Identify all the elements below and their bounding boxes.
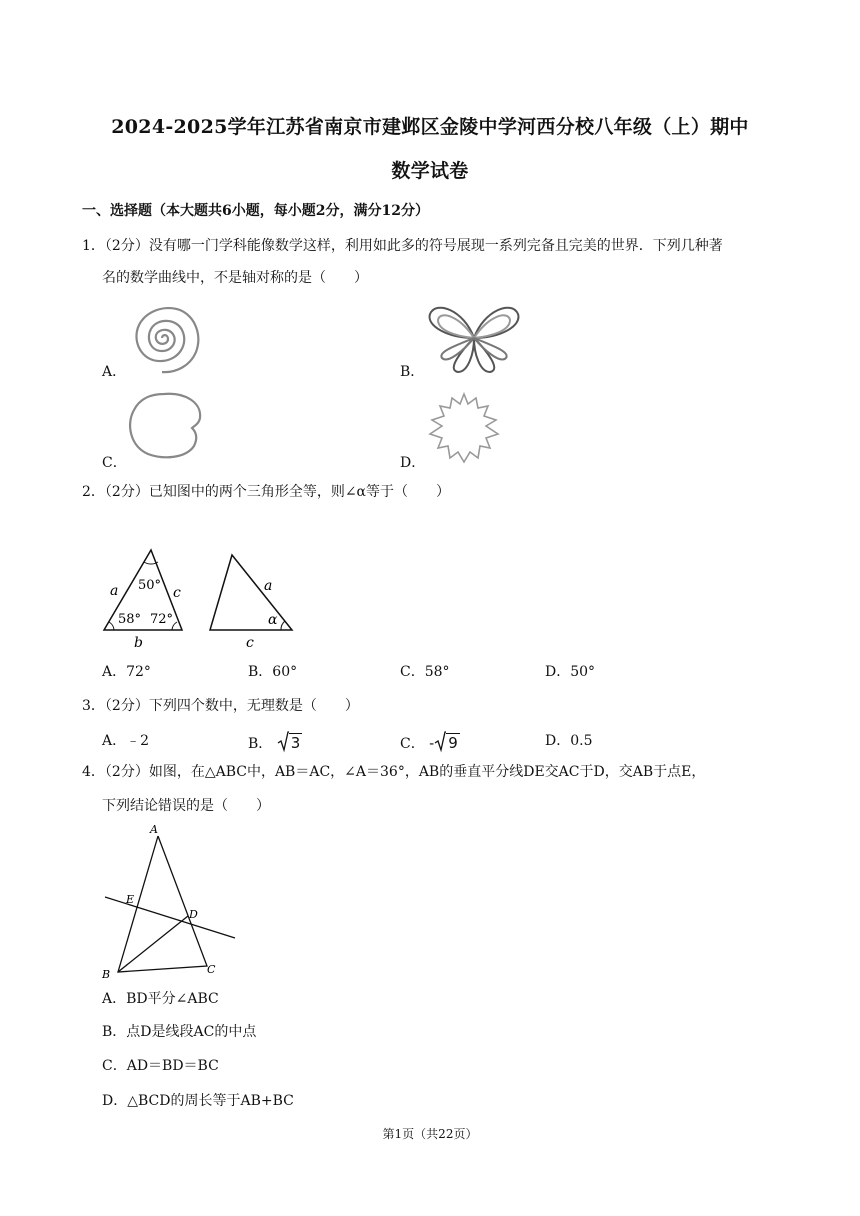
- q2-left-side-c: c: [173, 585, 181, 601]
- q1-cardioid-figure: [124, 388, 204, 460]
- section-heading: 一、选择题（本大题共6小题，每小题2分，满分12分）: [82, 203, 429, 219]
- q4-label-d: D: [189, 908, 198, 921]
- q4-stem-line1: 4．（2分）如图，在△ABC中，AB＝AC，∠A＝36°，AB的垂直平分线DE交AC于D，交AB于点E，: [82, 764, 706, 780]
- q3-stem: 3．（2分）下列四个数中，无理数是（ ）: [82, 698, 359, 714]
- q2-stem: 2．（2分）已知图中的两个三角形全等，则∠α等于（ ）: [82, 484, 450, 500]
- q4-option-a[interactable]: A．BD平分∠ABC: [102, 991, 219, 1007]
- q3-option-b-label: B．: [248, 736, 273, 752]
- q4-label-c: C: [207, 963, 216, 976]
- q1-stem-line2: 名的数学曲线中，不是轴对称的是（ ）: [102, 270, 368, 286]
- q3-option-b-radicand: 3: [290, 734, 301, 752]
- q1-butterfly-figure: [424, 300, 524, 376]
- q3-option-c-minus: -: [429, 736, 435, 752]
- q1-option-a[interactable]: A．: [102, 364, 127, 380]
- q3-option-d[interactable]: D．0.5: [545, 733, 593, 749]
- sqrt-icon: [434, 731, 446, 757]
- q4-option-c[interactable]: C．AD＝BD＝BC: [102, 1058, 219, 1074]
- q3-option-c-radicand: 9: [448, 734, 458, 752]
- q2-right-side-a: a: [264, 578, 273, 594]
- q3-option-b[interactable]: [248, 731, 302, 757]
- q2-right-side-c: c: [246, 635, 254, 651]
- q4-stem-line2: 下列结论错误的是（ ）: [102, 798, 270, 814]
- q4-label-a: A: [150, 823, 158, 836]
- q2-left-side-a: a: [110, 583, 119, 599]
- q2-left-side-b: b: [134, 635, 143, 651]
- q2-triangle-right: [204, 550, 300, 650]
- page-subtitle: 数学试卷: [391, 160, 469, 182]
- q3-option-c[interactable]: [400, 731, 460, 757]
- q4-option-d[interactable]: D．△BCD的周长等于AB+BC: [102, 1093, 294, 1109]
- page-title: 2024-2025学年江苏省南京市建邺区金陵中学河西分校八年级（上）期中: [111, 116, 749, 138]
- page-footer: 第1页（共22页）: [382, 1127, 478, 1141]
- q2-left-angle-top: 50°: [138, 578, 162, 593]
- q4-label-b: B: [102, 968, 111, 981]
- q2-option-b[interactable]: B．60°: [248, 664, 298, 680]
- q1-option-b[interactable]: B．: [400, 364, 425, 380]
- q4-option-b[interactable]: B．点D是线段AC的中点: [102, 1024, 257, 1040]
- q3-option-a[interactable]: A．﹣2: [102, 733, 150, 749]
- q2-option-a[interactable]: A．72°: [102, 664, 151, 680]
- q1-spiral-figure: [124, 298, 206, 376]
- q2-option-c[interactable]: C．58°: [400, 664, 450, 680]
- q2-option-d[interactable]: D．50°: [545, 664, 596, 680]
- q1-snowflake-figure: [424, 390, 504, 466]
- q4-label-e: E: [126, 893, 135, 906]
- q3-option-c-label: C．: [400, 736, 425, 752]
- sqrt-icon: [277, 731, 289, 757]
- q1-stem-line1: 1．（2分）没有哪一门学科能像数学这样，利用如此多的符号展现一系列完备且完美的世界．下列几种著: [82, 238, 723, 254]
- q2-right-alpha: α: [268, 612, 278, 628]
- q4-triangle-figure: [96, 820, 246, 984]
- q1-option-c[interactable]: C．: [102, 455, 127, 471]
- q2-left-angle-left: 58°: [118, 612, 142, 627]
- q1-option-d[interactable]: D．: [400, 455, 426, 471]
- q2-left-angle-right: 72°: [150, 612, 174, 627]
- q2-triangle-left: [96, 545, 192, 653]
